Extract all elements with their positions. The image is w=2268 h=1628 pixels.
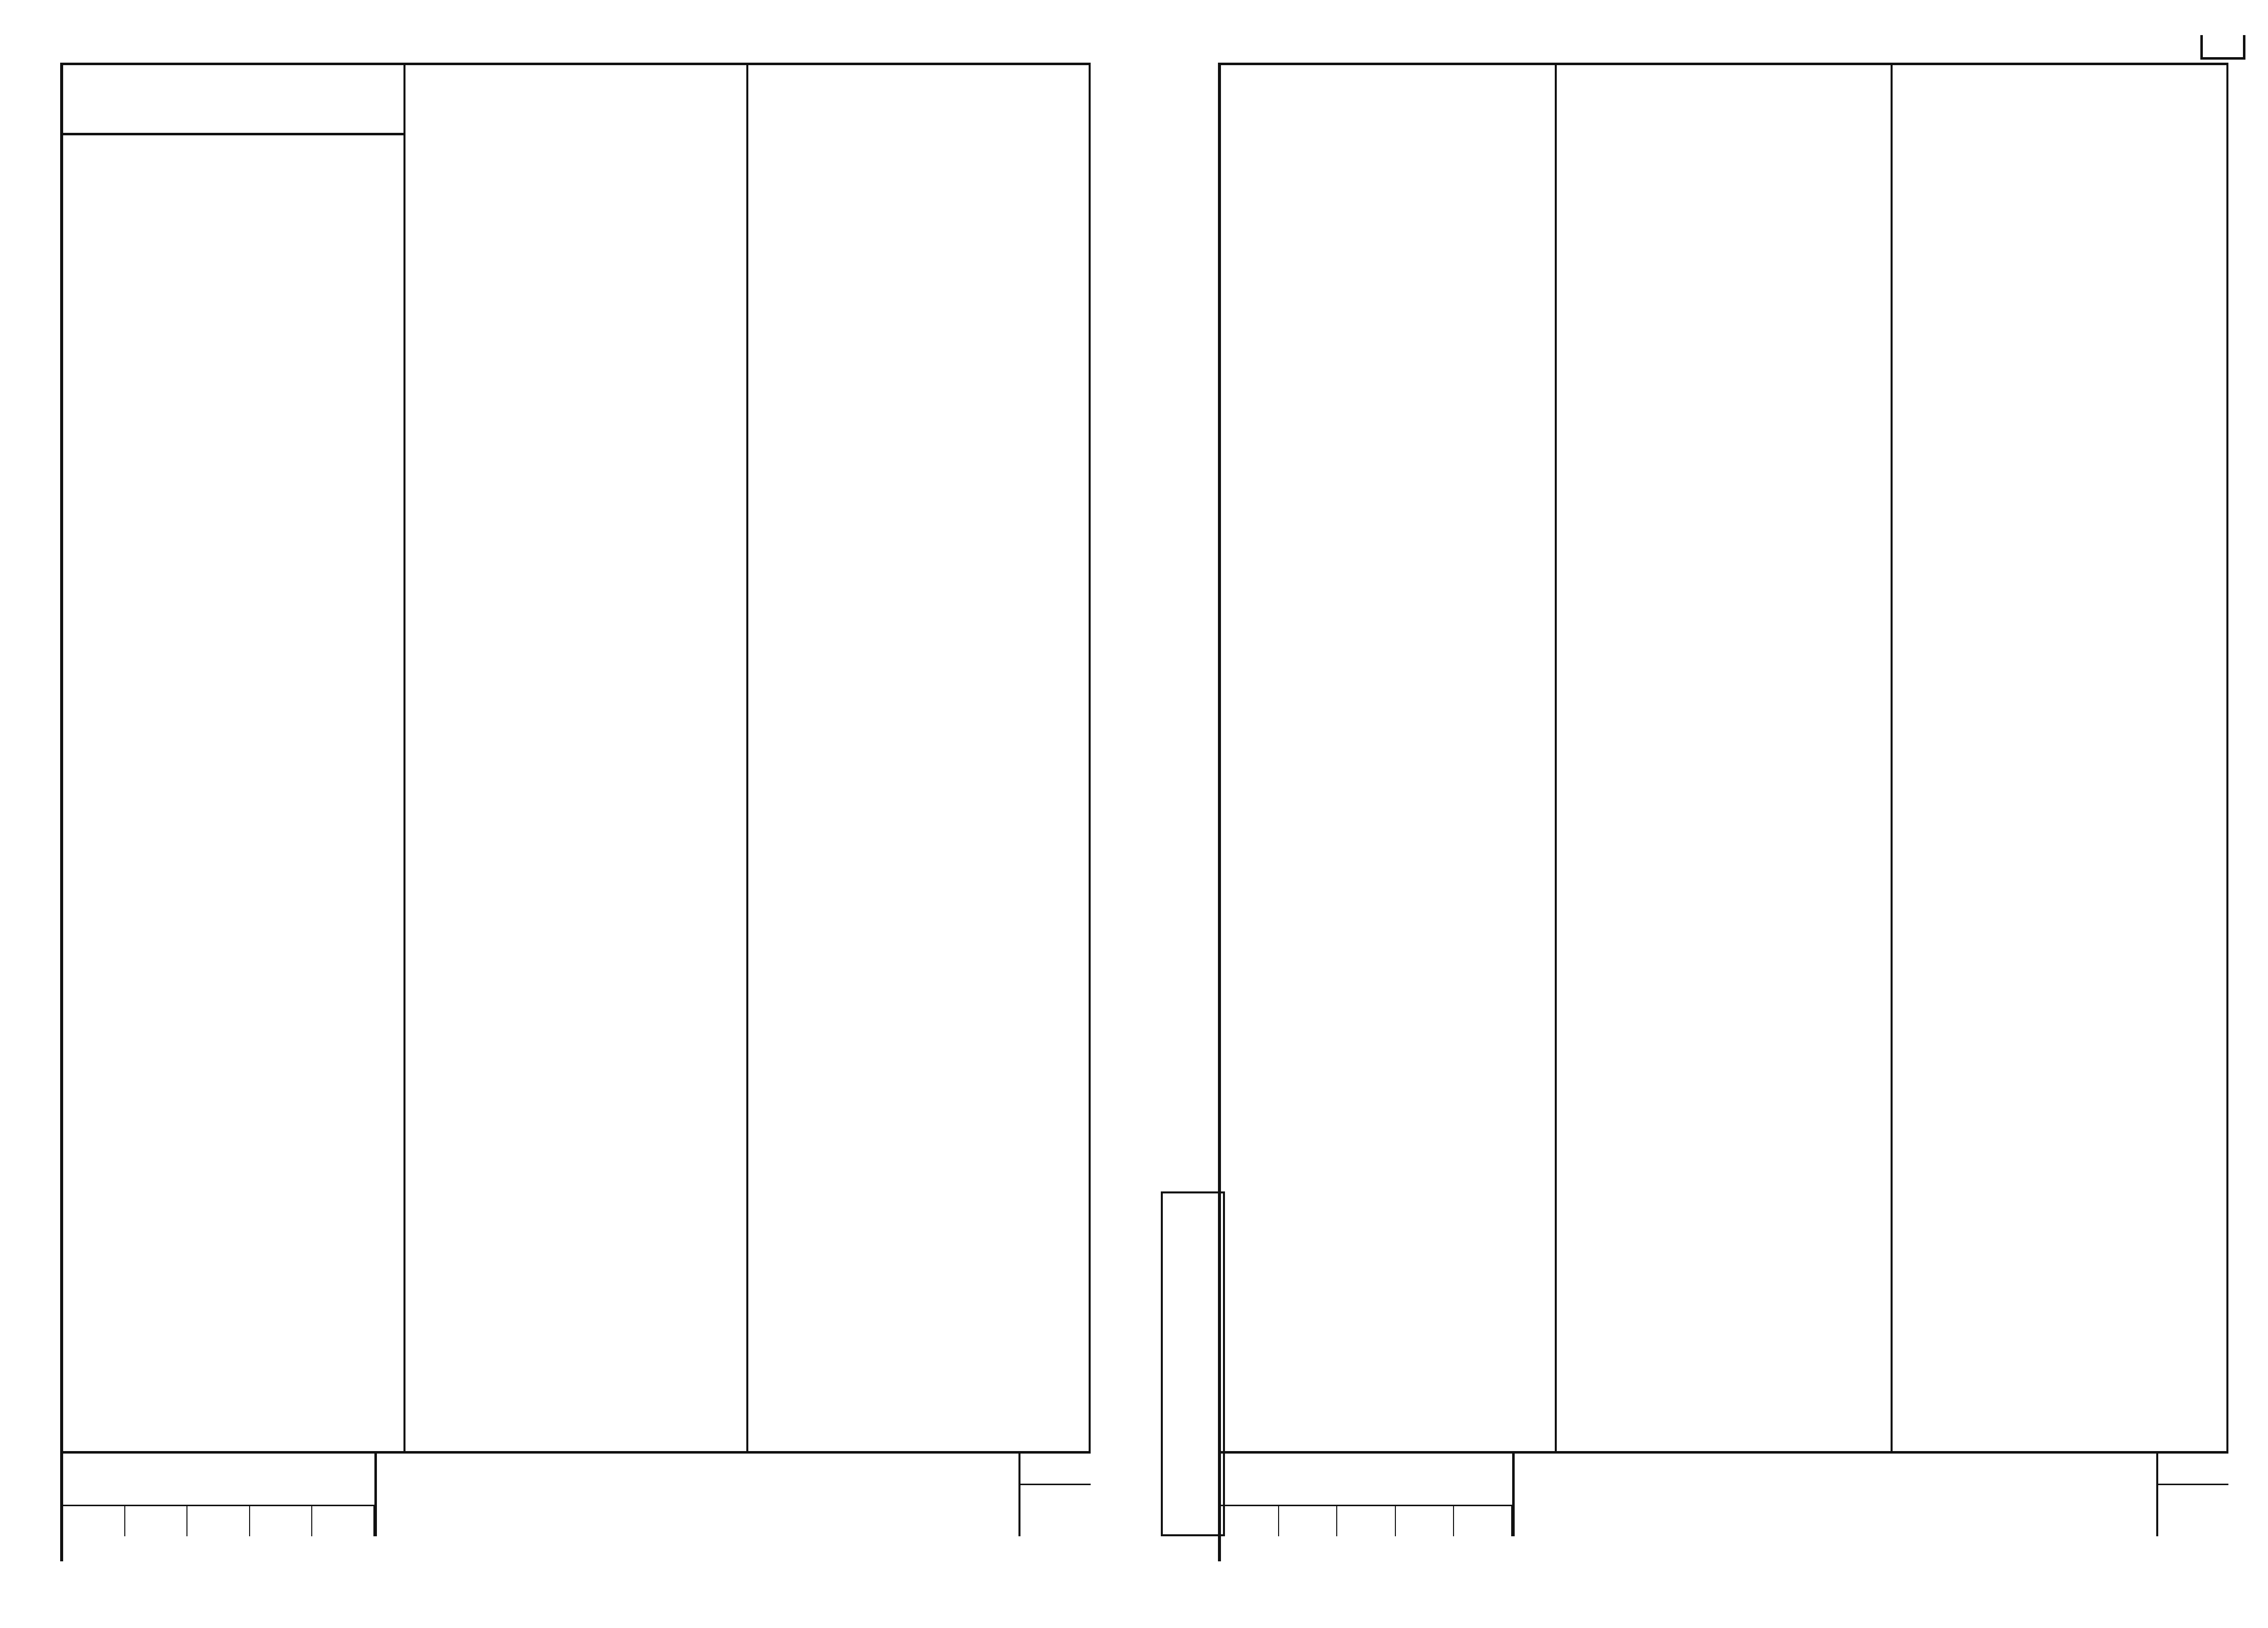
archive-stamp <box>1161 1191 1225 1536</box>
table-block <box>748 65 1091 1454</box>
table-block <box>405 65 748 1454</box>
block-title <box>63 65 403 135</box>
sheet-right <box>1218 63 2228 1561</box>
rev-label <box>125 1506 187 1536</box>
rev-label <box>312 1506 374 1536</box>
rev-label <box>250 1506 312 1536</box>
rev-label <box>1454 1506 1512 1536</box>
title-main <box>377 1454 1091 1536</box>
rev-label <box>1396 1506 1454 1536</box>
revision-labels <box>1221 1505 1512 1536</box>
title-block <box>1221 1451 2228 1536</box>
table-blocks <box>63 65 1091 1454</box>
table-block <box>1221 65 1557 1454</box>
rev-label <box>1337 1506 1395 1536</box>
rev-label <box>1279 1506 1337 1536</box>
sheet-label <box>1020 1454 1091 1485</box>
sheet-number <box>1020 1485 1091 1536</box>
copy-line <box>63 1536 1091 1561</box>
revision-grid <box>63 1454 377 1536</box>
revision-labels <box>63 1505 374 1536</box>
title-main <box>1515 1454 2228 1536</box>
page-number <box>2200 35 2245 60</box>
table-block <box>1893 65 2228 1454</box>
revision-grid <box>1221 1454 1515 1536</box>
table-blocks <box>1221 65 2228 1454</box>
rev-label <box>187 1506 250 1536</box>
sheet-box <box>2156 1454 2228 1536</box>
table-block <box>1557 65 1893 1454</box>
sheet-box <box>1018 1454 1091 1536</box>
table-block <box>63 65 405 1454</box>
sheet-label <box>2158 1454 2228 1485</box>
copy-line <box>1221 1536 2228 1561</box>
sheet-number <box>2158 1485 2228 1536</box>
rev-label <box>63 1506 125 1536</box>
rev-label <box>1221 1506 1279 1536</box>
title-block <box>63 1451 1091 1536</box>
sheet-left <box>60 63 1091 1561</box>
